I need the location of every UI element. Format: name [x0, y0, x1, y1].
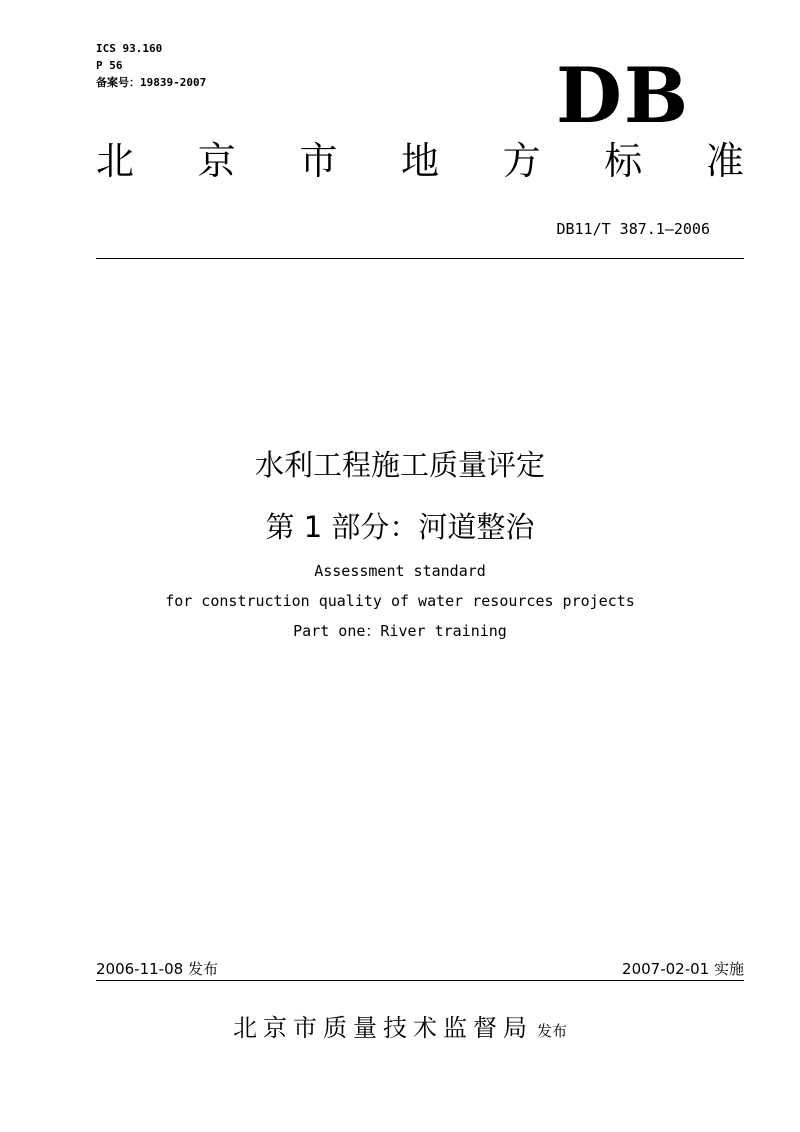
- standard-type-title: [96, 139, 744, 183]
- filing-number: 备案号：19839-2007: [96, 76, 207, 89]
- classification-block: [96, 40, 206, 91]
- footer-divider: [96, 980, 744, 981]
- publish-date: 2006-11-08 发布: [96, 960, 218, 978]
- standard-type-char: 准: [705, 139, 744, 183]
- standard-code: DB11/T 387.1—2006: [556, 220, 710, 238]
- english-title-line: Assessment standard: [314, 562, 486, 580]
- english-title: [0, 556, 800, 646]
- issuing-organization: 北京市质量技术监督局: [232, 1014, 533, 1042]
- standard-type-char: 市: [299, 139, 338, 183]
- standard-type-char: 地: [400, 139, 439, 183]
- issue-action: 发布: [536, 1022, 567, 1040]
- issuer-line: [0, 1008, 800, 1043]
- header-divider: [96, 258, 744, 259]
- standard-type-char: 标: [604, 139, 643, 183]
- db-logo: DB: [556, 51, 691, 140]
- main-title: 水利工程施工质量评定: [254, 448, 545, 482]
- sub-title: 第 1 部分：河道整治: [265, 510, 535, 544]
- date-row: [96, 958, 744, 979]
- category-code: P 56: [96, 59, 123, 72]
- standard-type-char: 京: [197, 139, 236, 183]
- implement-date: 2007-02-01 实施: [622, 960, 744, 978]
- english-title-line: Part one：River training: [293, 622, 507, 640]
- standard-type-char: 北: [96, 139, 135, 183]
- english-title-line: for construction quality of water resources projects: [165, 592, 635, 610]
- ics-code: ICS 93.160: [96, 42, 163, 55]
- standard-type-char: 方: [502, 139, 541, 183]
